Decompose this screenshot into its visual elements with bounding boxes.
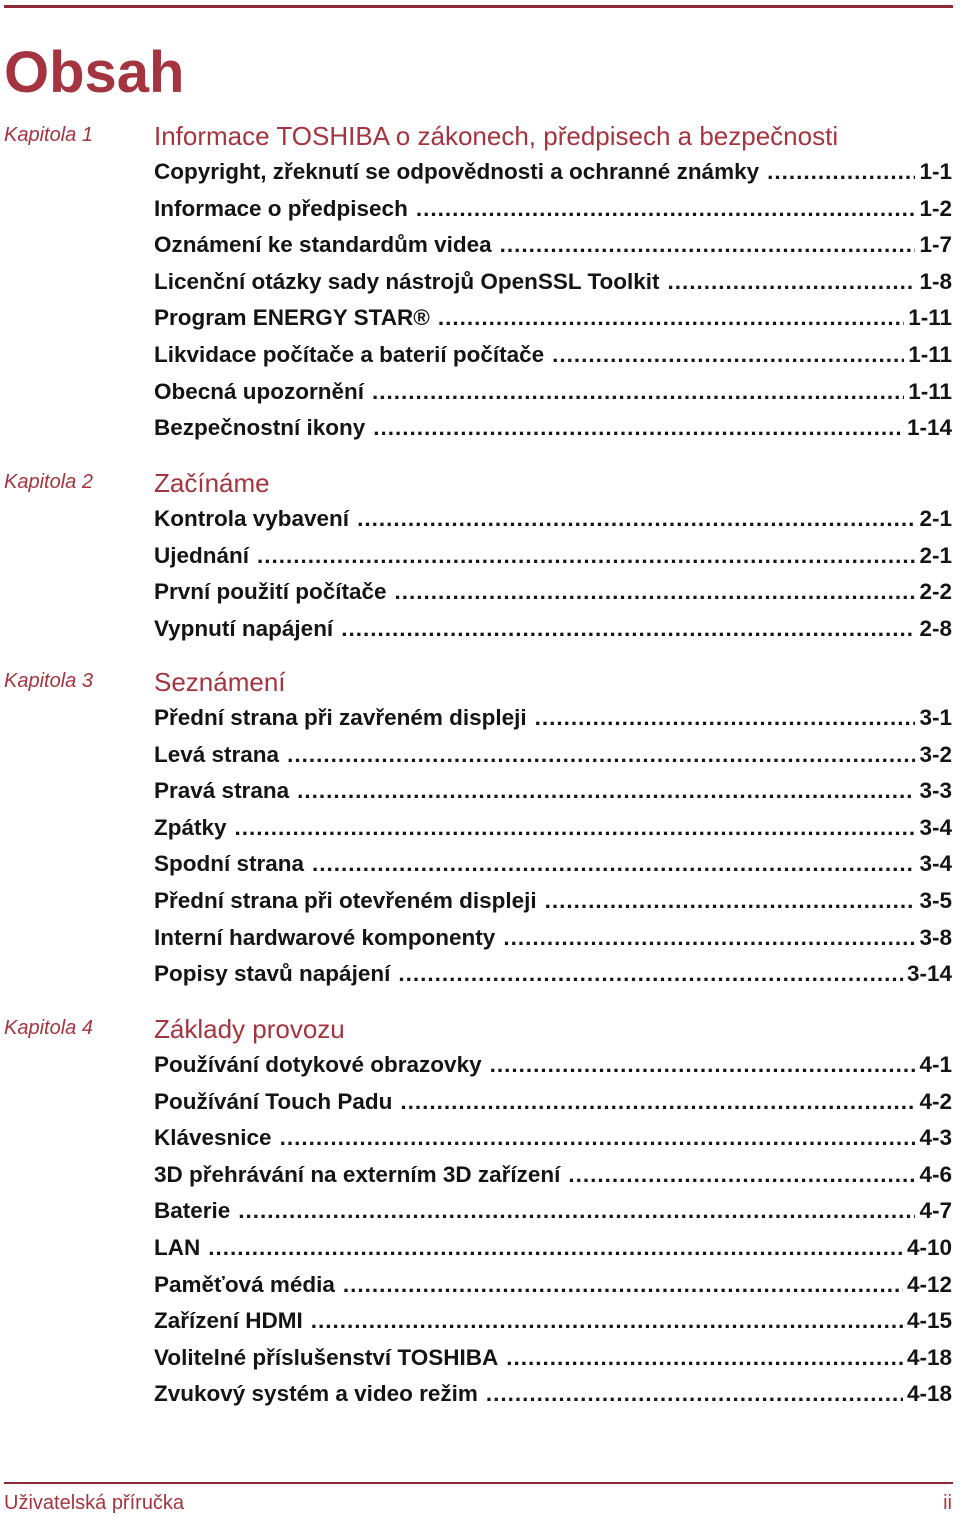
chapter-label: Kapitola 4: [4, 1017, 93, 1039]
dot-leader: [208, 1230, 903, 1267]
toc-entry-text: 3D přehrávání na externím 3D zařízení: [154, 1161, 561, 1187]
toc-entry-page: 3-2: [919, 741, 952, 767]
dot-leader: [373, 410, 903, 447]
toc-entry-page: 1-7: [919, 232, 952, 258]
dot-leader: [400, 1084, 915, 1121]
toc-entry[interactable]: [154, 264, 952, 301]
toc-entry[interactable]: [154, 1267, 952, 1304]
toc-entry[interactable]: [154, 1193, 952, 1230]
toc-entry-page: 4-12: [906, 1271, 952, 1297]
toc-entry-page: 1-14: [906, 415, 952, 441]
toc-entry-page: 1-11: [908, 305, 952, 331]
toc-entry[interactable]: [154, 737, 952, 774]
toc-entry[interactable]: [154, 1120, 952, 1157]
dot-leader: [311, 1303, 903, 1340]
toc-entry-page: 1-1: [919, 159, 952, 184]
chapter-title[interactable]: Informace TOSHIBA o zákonech, předpisech a bezpečnosti: [154, 121, 839, 151]
toc-entry-text: Obecná upozornění: [154, 378, 365, 404]
toc-entry-page: 4-1: [919, 1052, 952, 1077]
dot-leader: [767, 154, 915, 191]
toc-entry-page: 2-1: [919, 542, 952, 568]
toc-entry-page: 4-18: [906, 1344, 952, 1370]
toc-entry[interactable]: [154, 374, 952, 411]
chapter-entries: [154, 501, 952, 647]
toc-entry[interactable]: [154, 1303, 952, 1340]
toc-entry-text: Licenční otázky sady nástrojů OpenSSL Toolkit: [154, 268, 660, 294]
dot-leader: [535, 700, 916, 737]
dot-leader: [398, 956, 903, 993]
dot-leader: [238, 1193, 915, 1230]
dot-leader: [552, 337, 904, 374]
toc-entry-page: 4-10: [906, 1234, 952, 1260]
toc-entry[interactable]: [154, 337, 952, 374]
toc-entry-text: Bezpečnostní ikony: [154, 415, 366, 441]
toc-entry[interactable]: [154, 574, 952, 611]
chapter-label: Kapitola 1: [4, 124, 93, 146]
toc-entry[interactable]: [154, 501, 952, 538]
toc-entry[interactable]: [154, 883, 952, 920]
toc-entry[interactable]: [154, 846, 952, 883]
toc-entry[interactable]: [154, 1340, 952, 1377]
toc-entry-text: Pravá strana: [154, 778, 290, 804]
dot-leader: [438, 300, 904, 337]
toc-entry-page: 4-7: [919, 1198, 952, 1224]
dot-leader: [372, 374, 904, 411]
dot-leader: [235, 810, 916, 847]
chapter-entries: [154, 154, 952, 447]
dot-leader: [545, 883, 916, 920]
toc-entry[interactable]: [154, 611, 952, 648]
toc-entry-page: 1-11: [908, 378, 952, 404]
toc-entry-text: Kontrola vybavení: [154, 506, 350, 531]
dot-leader: [312, 846, 915, 883]
chapter-entries: [154, 700, 952, 993]
toc-entry-text: Vypnutí napájení: [154, 615, 334, 641]
toc-entry-page: 3-8: [919, 924, 952, 950]
dot-leader: [490, 1047, 916, 1084]
chapter-title[interactable]: Začínáme: [154, 468, 270, 498]
toc-entry-text: Přední strana při otevřeném displeji: [154, 887, 537, 913]
toc-entry-text: Oznámení ke standardům videa: [154, 232, 492, 258]
toc-entry-page: 4-3: [919, 1125, 952, 1151]
dot-leader: [257, 538, 915, 575]
chapter-entries: [154, 1047, 952, 1413]
toc-entry[interactable]: [154, 920, 952, 957]
toc-entry-text: Ujednání: [154, 542, 250, 568]
toc-entry-page: 4-18: [906, 1381, 952, 1407]
toc-entry-page: 1-8: [919, 268, 952, 294]
bottom-rule: [4, 1482, 953, 1484]
toc-entry-text: Spodní strana: [154, 851, 305, 877]
toc-entry[interactable]: [154, 154, 952, 191]
toc-entry[interactable]: [154, 410, 952, 447]
toc-entry-text: Používání Touch Padu: [154, 1088, 393, 1114]
dot-leader: [506, 1340, 903, 1377]
toc-entry[interactable]: [154, 1376, 952, 1413]
toc-entry-text: Baterie: [154, 1198, 231, 1224]
dot-leader: [343, 1267, 903, 1304]
toc-entry-text: Levá strana: [154, 741, 280, 767]
toc-entry-page: 3-4: [919, 851, 952, 877]
dot-leader: [500, 227, 916, 264]
toc-entry-page: 1-11: [908, 341, 952, 367]
toc-entry[interactable]: [154, 538, 952, 575]
dot-leader: [357, 501, 915, 538]
toc-entry-text: Popisy stavů napájení: [154, 961, 391, 987]
chapter-title[interactable]: Seznámení: [154, 667, 286, 697]
toc-entry[interactable]: [154, 956, 952, 993]
toc-entry-text: Likvidace počítače a baterií počítače: [154, 341, 545, 367]
toc-entry-text: LAN: [154, 1234, 201, 1260]
toc-entry-page: 3-3: [919, 778, 952, 804]
toc-entry[interactable]: [154, 227, 952, 264]
toc-entry-page: 4-2: [919, 1088, 952, 1114]
toc-entry[interactable]: [154, 1157, 952, 1194]
toc-entry[interactable]: [154, 1047, 952, 1084]
toc-entry-page: 2-8: [919, 615, 952, 641]
toc-entry-text: Interní hardwarové komponenty: [154, 924, 496, 950]
toc-entry[interactable]: [154, 1230, 952, 1267]
chapter-title[interactable]: Základy provozu: [154, 1014, 345, 1044]
dot-leader: [297, 773, 915, 810]
footer-document-title: Uživatelská příručka: [4, 1492, 185, 1514]
chapter-label: Kapitola 2: [4, 471, 93, 493]
toc-entry-page: 4-6: [919, 1161, 952, 1187]
chapter-label: Kapitola 3: [4, 670, 93, 692]
toc-entry-text: Přední strana při zavřeném displeji: [154, 705, 527, 730]
dot-leader: [416, 191, 916, 228]
top-rule: [4, 5, 953, 8]
toc-entry[interactable]: [154, 1084, 952, 1121]
toc-entry-text: Klávesnice: [154, 1125, 272, 1151]
toc-entry[interactable]: [154, 700, 952, 737]
dot-leader: [287, 737, 915, 774]
dot-leader: [280, 1120, 916, 1157]
dot-leader: [395, 574, 916, 611]
toc-entry-text: Volitelné příslušenství TOSHIBA: [154, 1344, 499, 1370]
toc-entry-page: 3-5: [919, 887, 952, 913]
toc-entry-text: První použití počítače: [154, 579, 387, 605]
toc-entry-page: 2-2: [919, 579, 952, 605]
toc-entry-text: Program ENERGY STAR®: [154, 305, 430, 331]
toc-entry-page: 3-4: [919, 814, 952, 840]
toc-entry[interactable]: [154, 191, 952, 228]
dot-leader: [568, 1157, 915, 1194]
toc-entry-text: Zvukový systém a video režim: [154, 1381, 478, 1407]
toc-entry-text: Informace o předpisech: [154, 195, 408, 221]
dot-leader: [341, 611, 915, 648]
toc-entry-text: Používání dotykové obrazovky: [154, 1052, 482, 1077]
toc-entry-text: Copyright, zřeknutí se odpovědnosti a ochranné známky: [154, 159, 760, 184]
toc-entry[interactable]: [154, 810, 952, 847]
toc-entry-page: 2-1: [919, 506, 952, 531]
toc-entry-text: Zpátky: [154, 814, 227, 840]
toc-entry[interactable]: [154, 300, 952, 337]
toc-entry-page: 1-2: [919, 195, 952, 221]
dot-leader: [503, 920, 915, 957]
toc-entry-page: 3-1: [919, 705, 952, 730]
toc-entry-text: Zařízení HDMI: [154, 1308, 303, 1334]
page-title: Obsah: [4, 40, 185, 105]
toc-entry[interactable]: [154, 773, 952, 810]
dot-leader: [668, 264, 916, 301]
toc-entry-page: 4-15: [906, 1308, 952, 1334]
toc-entry-page: 3-14: [906, 961, 952, 987]
toc-entry-text: Paměťová média: [154, 1271, 335, 1297]
footer-page-number: ii: [943, 1492, 952, 1514]
dot-leader: [486, 1376, 903, 1413]
